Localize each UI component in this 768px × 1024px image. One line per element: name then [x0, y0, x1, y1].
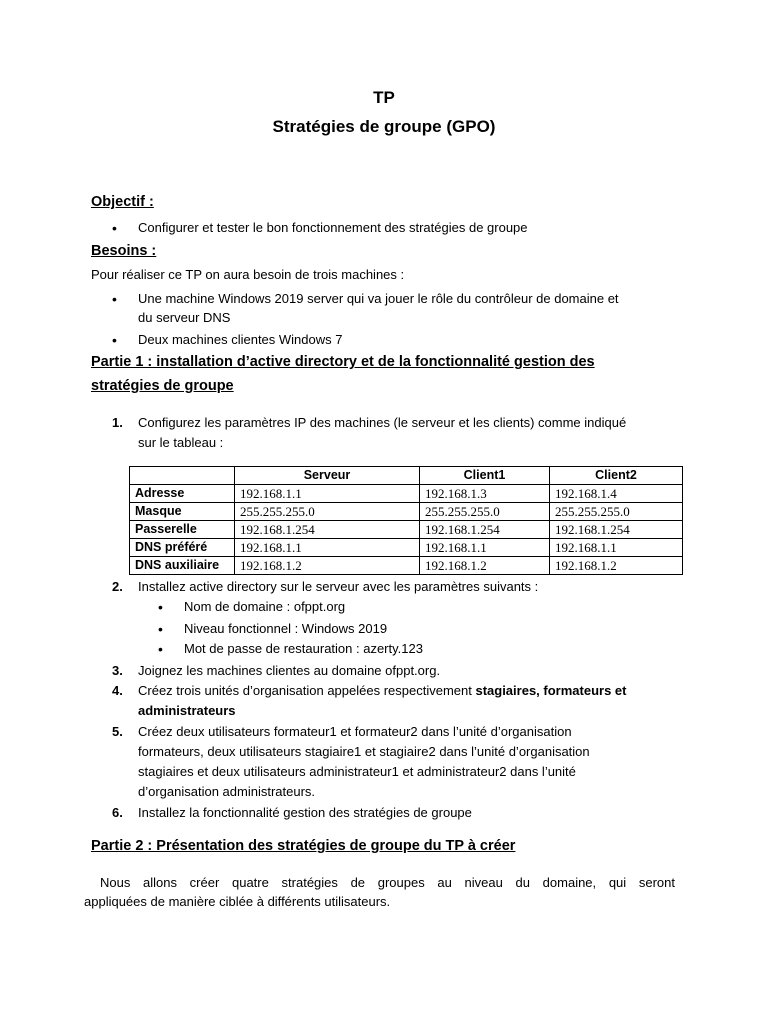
- table-row-header: Masque: [130, 503, 235, 521]
- table-row: [130, 503, 683, 521]
- partie2-paragraph-line-1: Nous allons créer quatre stratégies de groupes au niveau du domaine, qui seront: [100, 875, 675, 890]
- table-row-header: DNS auxiliaire: [130, 557, 235, 575]
- table-header-cell: Client2: [550, 467, 683, 485]
- table-row-header: Passerelle: [130, 521, 235, 539]
- objectif-heading: Objectif :: [91, 194, 154, 210]
- step-6: [112, 803, 472, 823]
- step-6-text: Installez la fonctionnalité gestion des stratégies de groupe: [138, 805, 472, 820]
- step-4-line-1: Créez trois unités d’organisation appelées respectivement: [138, 683, 476, 698]
- step-3: [112, 661, 441, 681]
- step-4-line-2: administrateurs: [138, 703, 236, 718]
- step-number: 3.: [112, 663, 123, 678]
- besoins-item-2: • Deux machines clientes Windows 7: [138, 330, 342, 350]
- step-2-text: Installez active directory sur le serveur avec les paramètres suivants :: [138, 579, 539, 594]
- table-cell: 255.255.255.0: [420, 503, 550, 521]
- table-cell: 192.168.1.2: [420, 557, 550, 575]
- table-cell: 192.168.1.254: [550, 521, 683, 539]
- table-cell: 192.168.1.2: [235, 557, 420, 575]
- step-1: [112, 413, 627, 433]
- step-4: [112, 681, 627, 701]
- table-cell: 192.168.1.1: [550, 539, 683, 557]
- step-5-line-4: d’organisation administrateurs.: [138, 784, 316, 799]
- step-1-line-2: sur le tableau :: [138, 435, 224, 450]
- table-row-header: Adresse: [130, 485, 235, 503]
- table-cell: 192.168.1.2: [550, 557, 683, 575]
- step-4-bold-ou-names: stagiaires, formateurs et: [475, 683, 627, 698]
- table-row: [130, 557, 683, 575]
- step-3-text: Joignez les machines clientes au domaine ofppt.org.: [138, 663, 441, 678]
- table-cell: 255.255.255.0: [550, 503, 683, 521]
- step-5-line-1: Créez deux utilisateurs formateur1 et formateur2 dans l’unité d’organisation: [138, 724, 572, 739]
- step-number: 4.: [112, 683, 123, 698]
- table-header-row: [130, 467, 683, 485]
- step-2-item: • Nom de domaine : ofppt.org: [184, 597, 345, 617]
- document-subtitle: Stratégies de groupe (GPO): [272, 117, 496, 136]
- table-header-cell: Client1: [420, 467, 550, 485]
- partie2-paragraph-line-2: appliquées de manière ciblée à différents utilisateurs.: [84, 894, 391, 909]
- partie2-heading: Partie 2 : Présentation des stratégies de groupe du TP à créer: [91, 838, 516, 854]
- step-number: 1.: [112, 415, 123, 430]
- table-cell: 192.168.1.254: [420, 521, 550, 539]
- step-2-item: • Niveau fonctionnel : Windows 2019: [184, 619, 387, 639]
- step-number: 6.: [112, 805, 123, 820]
- table-cell: 192.168.1.1: [420, 539, 550, 557]
- table-row: [130, 539, 683, 557]
- besoins-item-1-line-2: du serveur DNS: [138, 310, 231, 325]
- table-row: [130, 521, 683, 539]
- document-title: TP: [373, 88, 395, 107]
- table-cell: 192.168.1.254: [235, 521, 420, 539]
- step-number: 2.: [112, 579, 123, 594]
- table-cell: 192.168.1.4: [550, 485, 683, 503]
- step-number: 5.: [112, 724, 123, 739]
- besoins-intro: Pour réaliser ce TP on aura besoin de trois machines :: [91, 267, 405, 282]
- table-cell: 192.168.1.1: [235, 539, 420, 557]
- step-1-line-1: Configurez les paramètres IP des machines (le serveur et les clients) comme indiqué: [138, 415, 627, 430]
- besoins-heading: Besoins :: [91, 243, 157, 259]
- step-5-line-2: formateurs, deux utilisateurs stagiaire1 et stagiaire2 dans l’unité d’organisation: [138, 744, 590, 759]
- table-cell: 192.168.1.1: [235, 485, 420, 503]
- table-header-cell: Serveur: [235, 467, 420, 485]
- ip-table: [129, 466, 683, 575]
- step-5: [112, 722, 572, 742]
- besoins-item-1-line-1: • Une machine Windows 2019 server qui va jouer le rôle du contrôleur de domaine et: [138, 289, 619, 309]
- objectif-item: • Configurer et tester le bon fonctionnement des stratégies de groupe: [138, 218, 528, 238]
- step-2-item: • Mot de passe de restauration : azerty.123: [184, 639, 423, 659]
- table-cell: 192.168.1.3: [420, 485, 550, 503]
- table-row: [130, 485, 683, 503]
- partie1-heading-line-1: Partie 1 : installation d’active directory et de la fonctionnalité gestion des: [91, 354, 595, 370]
- table-row-header: DNS préféré: [130, 539, 235, 557]
- partie1-heading-line-2: stratégies de groupe: [91, 378, 234, 394]
- table-cell: 255.255.255.0: [235, 503, 420, 521]
- step-5-line-3: stagiaires et deux utilisateurs administrateur1 et administrateur2 dans l’unité: [138, 764, 576, 779]
- table-header-cell: [130, 467, 235, 485]
- step-2: [112, 577, 539, 597]
